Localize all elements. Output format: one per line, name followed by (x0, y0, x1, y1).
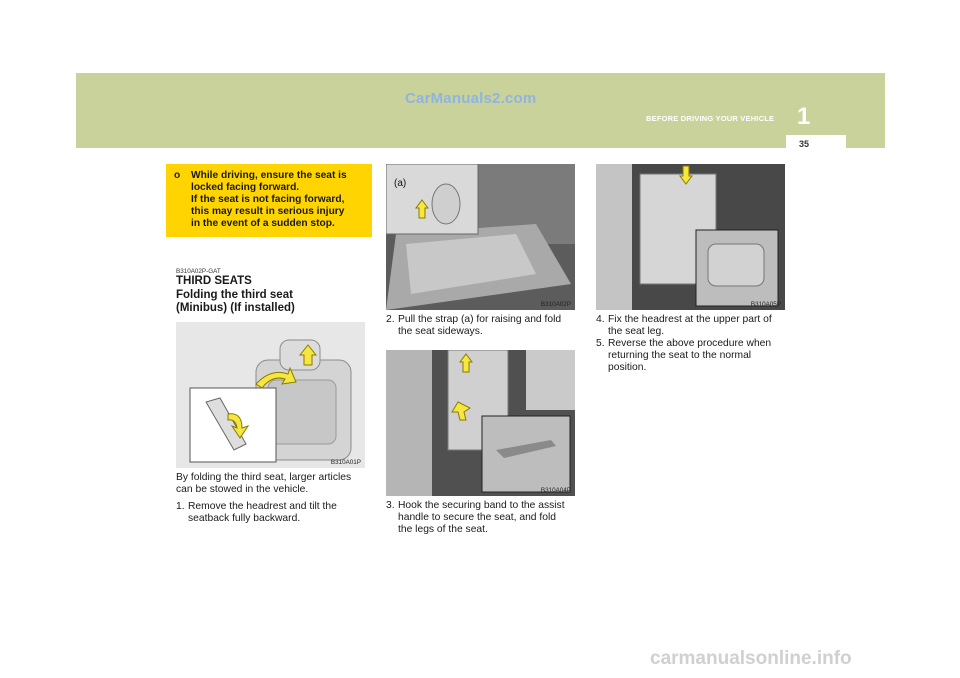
band-photo (386, 350, 575, 496)
warning-line: If the seat is not facing forward, (191, 194, 345, 205)
section-code: B310A02P-GAT (176, 268, 221, 275)
figure-code: B310A05P (750, 301, 781, 308)
step-number: 3. (386, 500, 395, 511)
figure-code: B310A04P (540, 487, 571, 494)
step-4 (596, 314, 788, 338)
page-number: 35 (799, 139, 810, 149)
step-5 (596, 338, 788, 374)
page-tab (786, 135, 846, 165)
header-band (76, 73, 885, 148)
intro-line: can be stowed in the vehicle. (176, 484, 309, 495)
figure-code: B310A01P (330, 459, 361, 466)
step-line: the seat leg. (608, 326, 665, 337)
step-line: Pull the strap (a) for raising and fold (398, 314, 562, 325)
step-line: Hook the securing band to the assist (398, 500, 565, 511)
figure-headrest-fix (596, 164, 785, 310)
step-3 (386, 500, 578, 536)
section-title-line: THIRD SEATS (176, 275, 252, 287)
section-heading (176, 268, 295, 316)
seat-illustration (176, 322, 365, 468)
warning-bullet: o (174, 170, 181, 181)
strap-label: (a) (394, 178, 407, 189)
warning-box (166, 164, 372, 237)
step-line: the legs of the seat. (398, 524, 488, 535)
warning-line: in the event of a sudden stop. (191, 218, 335, 229)
warning-line: this may result in serious injury (191, 206, 345, 217)
step-1 (176, 501, 366, 525)
step-number: 2. (386, 314, 395, 325)
section-title-line: Folding the third seat (176, 288, 293, 301)
step-line: Fix the headrest at the upper part of (608, 314, 772, 325)
step-number: 1. (176, 501, 185, 512)
step-line: Remove the headrest and tilt the (188, 501, 337, 512)
chapter-number: 1 (797, 103, 811, 130)
intro-line: By folding the third seat, larger articles (176, 472, 352, 483)
step-number: 5. (596, 338, 605, 349)
step-line: Reverse the above procedure when (608, 338, 772, 349)
warning-line: While driving, ensure the seat is (191, 170, 347, 181)
step-number: 4. (596, 314, 605, 325)
step-line: returning the seat to the normal (608, 350, 752, 361)
figure-securing-band (386, 350, 575, 496)
section-title-line: (Minibus) (If installed) (176, 302, 295, 314)
step-line: the seat sideways. (398, 326, 483, 337)
cargo-photo (386, 164, 575, 310)
figure-code: B310A02P (540, 301, 571, 308)
step-line: seatback fully backward. (188, 513, 301, 524)
warning-line: locked facing forward. (191, 182, 300, 193)
figure-strap-pull (386, 164, 575, 310)
headrest-photo (596, 164, 785, 310)
section-title: BEFORE DRIVING YOUR VEHICLE (646, 114, 775, 123)
watermark-link[interactable]: CarManuals2.com (405, 90, 537, 107)
footer-watermark[interactable]: carmanualsonline.info (650, 648, 852, 669)
figure-seat-tilt (176, 322, 365, 468)
step-line: position. (608, 362, 647, 373)
step-2 (386, 314, 578, 338)
step-line: handle to secure the seat, and fold (398, 512, 556, 523)
intro-paragraph (176, 472, 366, 496)
